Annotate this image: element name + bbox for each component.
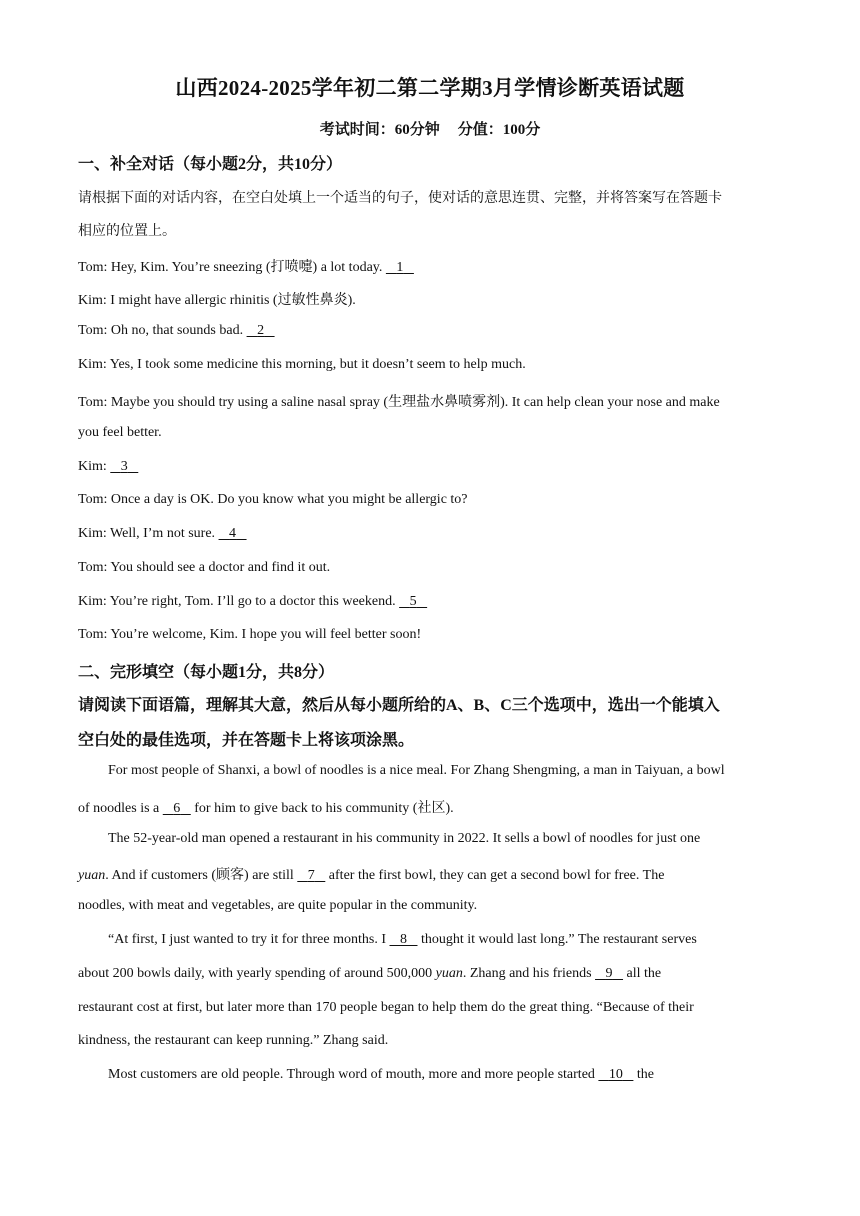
blank-4: 4	[229, 526, 237, 541]
exam-time: 考试时间：60分钟	[319, 122, 440, 138]
passage-p3-line4: kindness, the restaurant can keep running.” Zhang said.	[78, 1033, 389, 1048]
blank-2: 2	[257, 323, 265, 338]
blank-8: 8	[400, 932, 407, 947]
dialogue-line-9: Kim: Well, I’m not sure. 4	[78, 526, 247, 542]
dialogue-line-3: Tom: Oh no, that sounds bad. 2	[78, 323, 275, 339]
dialogue-line-12: Tom: You’re welcome, Kim. I hope you will feel better soon!	[78, 627, 422, 642]
dialogue-line-8: Tom: Once a day is OK. Do you know what you might be allergic to?	[78, 492, 468, 507]
page-title: 山西2024-2025学年初二第二学期3月学情诊断英语试题	[175, 76, 685, 100]
passage-p1-line2: of noodles is a 6 for him to give back to his community (社区).	[78, 801, 454, 816]
section1-instruction-line2: 相应的位置上。	[78, 224, 176, 239]
passage-p3-line2: about 200 bowls daily, with yearly spending of around 500,000 yuan. Zhang and his friends 9 all the	[78, 966, 662, 981]
section2-instruction-line1: 请阅读下面语篇，理解其大意，然后从每小题所给的A、B、C三个选项中，选出一个能填入	[78, 697, 720, 714]
dialogue-line-6: you feel better.	[78, 425, 162, 440]
section1-heading: 一、补全对话（每小题2分，共10分）	[78, 156, 343, 173]
passage-p3-line3: restaurant cost at first, but later more than 170 people began to help them do the great thing. “Because of their	[78, 1000, 694, 1015]
dialogue-line-7: Kim: 3	[78, 459, 138, 475]
dialogue-line-2: Kim: I might have allergic rhinitis (过敏性鼻炎).	[78, 293, 356, 308]
dialogue-line-11: Kim: You’re right, Tom. I’ll go to a doctor this weekend. 5	[78, 594, 427, 610]
section2-instruction-line2: 空白处的最佳选项，并在答题卡上将该项涂黑。	[78, 732, 415, 749]
passage-p2-line3: noodles, with meat and vegetables, are quite popular in the community.	[78, 898, 478, 913]
blank-9: 9	[605, 966, 613, 981]
dialogue-line-5: Tom: Maybe you should try using a saline nasal spray (生理盐水鼻喷雾剂). It can help clean your nose and make	[78, 395, 720, 410]
blank-6: 6	[173, 801, 181, 816]
blank-10: 10	[608, 1067, 623, 1082]
passage-p2-line1: The 52-year-old man opened a restaurant in his community in 2022. It sells a bowl of noodles for just one	[108, 831, 701, 846]
passage-p1-line1: For most people of Shanxi, a bowl of noodles is a nice meal. For Zhang Shengming, a man in Taiyuan, a bowl	[108, 763, 725, 778]
blank-1: 1	[396, 260, 404, 275]
blank-3: 3	[120, 459, 128, 474]
passage-p3-line1: “At first, I just wanted to try it for three months. I 8 thought it would last long.” The restaurant serves	[108, 932, 697, 947]
passage-p2-line2: yuan. And if customers (顾客) are still 7 after the first bowl, they can get a second bowl for free. The	[78, 868, 665, 883]
dialogue-line-1: Tom: Hey, Kim. You’re sneezing (打喷嚏) a lot today. 1	[78, 256, 414, 276]
blank-7: 7	[307, 868, 315, 883]
passage-p4-line1: Most customers are old people. Through word of mouth, more and more people started 10 the	[108, 1067, 655, 1082]
dialogue-line-10: Tom: You should see a doctor and find it out.	[78, 560, 331, 575]
section1-instruction-line1: 请根据下面的对话内容，在空白处填上一个适当的句子，使对话的意思连贯、完整，并将答案写在答题卡	[78, 191, 722, 206]
dialogue-line-4: Kim: Yes, I took some medicine this morning, but it doesn’t seem to help much.	[78, 357, 526, 372]
section2-heading: 二、完形填空（每小题1分，共8分）	[78, 664, 335, 681]
exam-score: 分值：100分	[457, 122, 541, 138]
blank-5: 5	[409, 594, 417, 609]
exam-info	[0, 118, 860, 139]
